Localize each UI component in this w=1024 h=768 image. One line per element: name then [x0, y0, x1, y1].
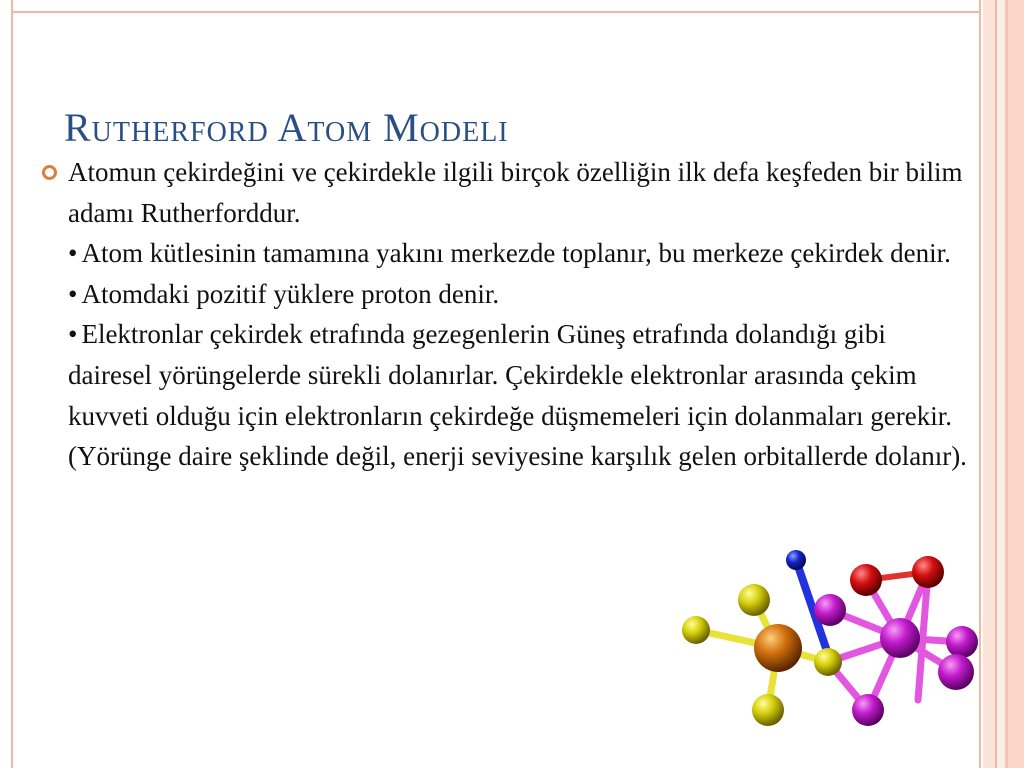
sub-bullet-dot: • [68, 238, 78, 269]
paragraph-intro: Atomun çekirdeğini ve çekirdekle ilgili birçok özelliğin ilk defa keşfeden bir bilim adamı Rutherforddur. [68, 157, 963, 228]
slide-body [68, 152, 968, 477]
molecule-model-icon [668, 520, 988, 740]
sub-bullet-electrons-text: Elektronlar çekirdek etrafında gezegenlerin Güneş etrafında dolandığı gibi dairesel yörüngelerde sürekli dolanırlar. Çekirdekle elektronlar arasında çekim kuvveti olduğu için elektronların çekirdeğe düşmemeleri için dolanmaları gerekir. (Yörünge daire şeklinde değil, enerji seviyesine karşılık gelen orbitallerde dolanır). [68, 319, 967, 472]
sub-bullet-proton-text: Atomdaki pozitif yüklere proton denir. [81, 278, 500, 309]
top-border-line [11, 11, 979, 13]
circle-bullet-icon [42, 165, 57, 180]
sub-bullet-mass-text: Atom kütlesinin tamamına yakını merkezde toplanır, bu merkeze çekirdek denir. [81, 238, 951, 269]
sub-bullet-proton [68, 274, 968, 315]
left-border-line [11, 0, 13, 768]
sub-bullet-mass [68, 233, 968, 274]
slide-title: Rutherford Atom Modeli [64, 105, 509, 150]
main-bullet [68, 152, 968, 233]
sub-bullet-electrons [68, 314, 968, 476]
sub-bullet-dot: • [68, 278, 78, 309]
sub-bullet-dot: • [68, 319, 78, 350]
